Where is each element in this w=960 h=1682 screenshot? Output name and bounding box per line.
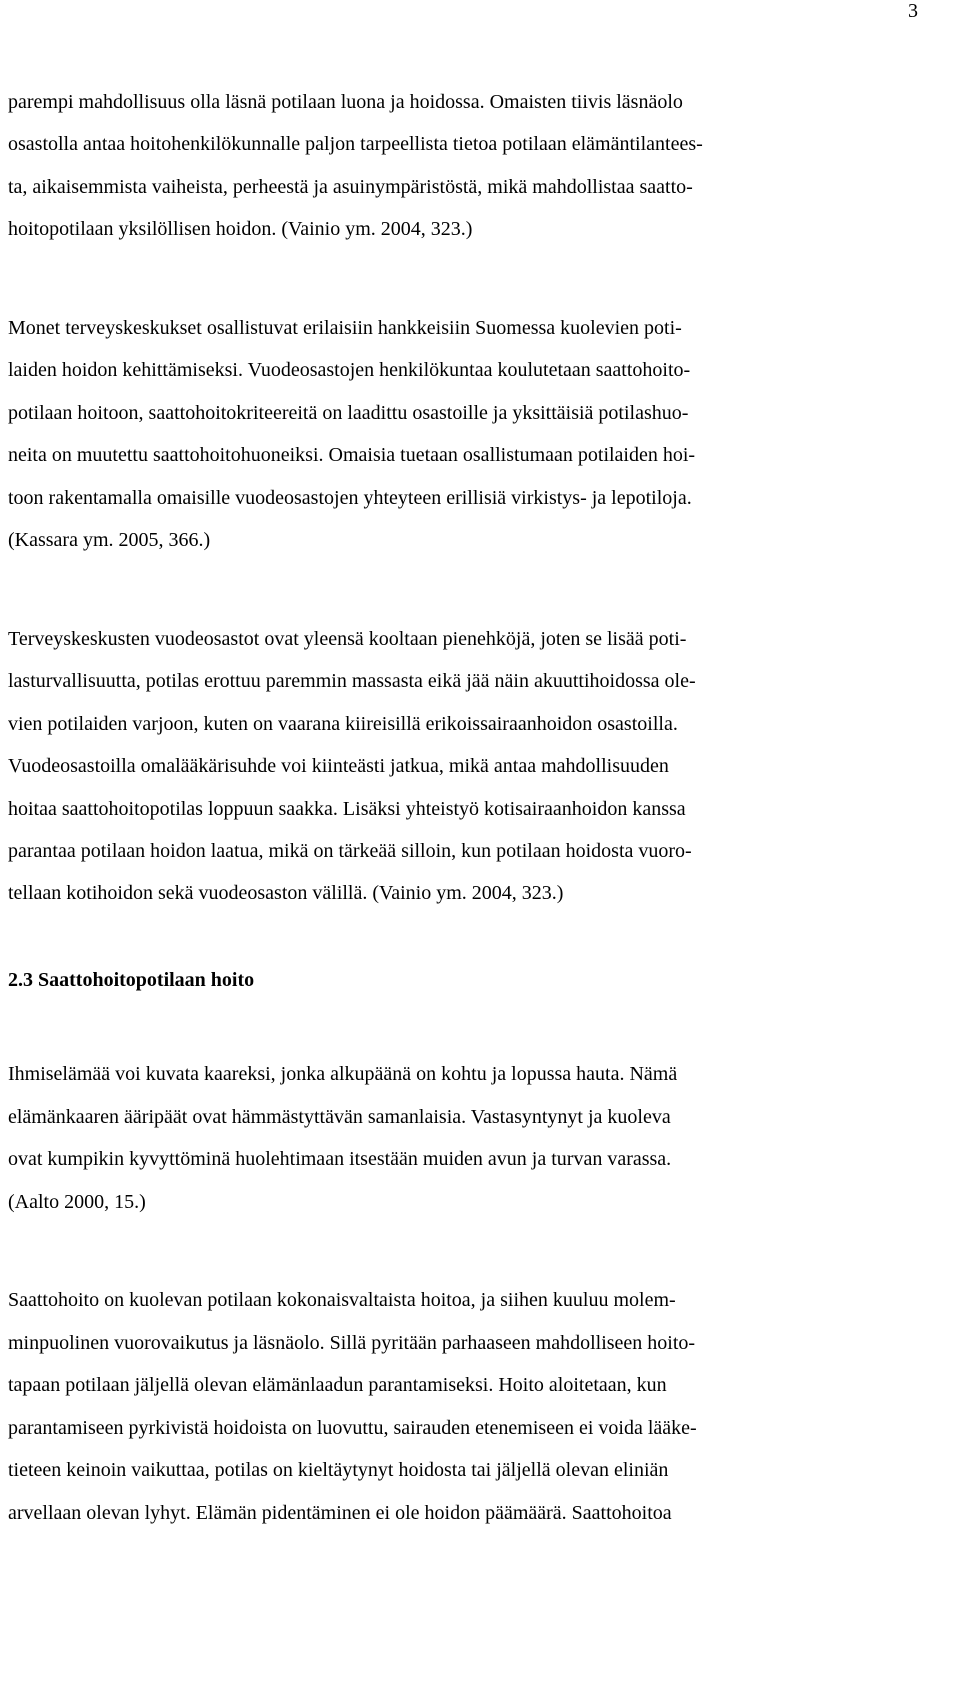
text-line: Terveyskeskusten vuodeosastot ovat yleensä kooltaan pienehköjä, joten se lisää poti- — [8, 628, 687, 650]
text-line: lasturvallisuutta, potilas erottuu paremmin massasta eikä jää näin akuuttihoidossa ole- — [8, 670, 696, 692]
text-line: neita on muutettu saattohoitohuoneiksi. Omaisia tuetaan osallistumaan potilaiden hoi- — [8, 444, 696, 466]
text-line: osastolla antaa hoitohenkilökunnalle paljon tarpeellista tietoa potilaan elämäntilantees- — [8, 133, 703, 155]
text-line: tapaan potilaan jäljellä olevan elämänlaadun parantamiseksi. Hoito aloitetaan, kun — [8, 1374, 667, 1396]
text-line: Monet terveyskeskukset osallistuvat erilaisiin hankkeisiin Suomessa kuolevien poti- — [8, 317, 682, 339]
page-number: 3 — [908, 0, 918, 22]
text-line: parantamiseen pyrkivistä hoidoista on luovuttu, sairauden etenemiseen ei voida lääke- — [8, 1417, 697, 1439]
text-line: tieteen keinoin vaikuttaa, potilas on kieltäytynyt hoidosta tai jäljellä olevan eliniän — [8, 1459, 669, 1481]
text-line: ta, aikaisemmista vaiheista, perheestä ja asuinympäristöstä, mikä mahdollistaa saatto- — [8, 176, 693, 198]
text-line: hoitaa saattohoitopotilas loppuun saakka. Lisäksi yhteistyö kotisairaanhoidon kanssa — [8, 798, 686, 820]
text-line: laiden hoidon kehittämiseksi. Vuodeosastojen henkilökuntaa koulutetaan saattohoito- — [8, 359, 691, 381]
text-line: ovat kumpikin kyvyttöminä huolehtimaan itsestään muiden avun ja turvan varassa. — [8, 1148, 672, 1170]
section-heading: 2.3 Saattohoitopotilaan hoito — [8, 969, 255, 991]
text-line: hoitopotilaan yksilöllisen hoidon. (Vainio ym. 2004, 323.) — [8, 218, 473, 240]
text-line: minpuolinen vuorovaikutus ja läsnäolo. Sillä pyritään parhaaseen mahdolliseen hoito- — [8, 1332, 696, 1354]
text-line: Saattohoito on kuolevan potilaan kokonaisvaltaista hoitoa, ja siihen kuuluu molem- — [8, 1289, 676, 1311]
text-line: (Aalto 2000, 15.) — [8, 1191, 146, 1213]
text-line: potilaan hoitoon, saattohoitokriteereitä on laadittu osastoille ja yksittäisiä potilashuo- — [8, 402, 689, 424]
text-line: arvellaan olevan lyhyt. Elämän pidentäminen ei ole hoidon päämäärä. Saattohoitoa — [8, 1502, 672, 1524]
text-line: Ihmiselämää voi kuvata kaareksi, jonka alkupäänä on kohtu ja lopussa hauta. Nämä — [8, 1063, 678, 1085]
text-line: vien potilaiden varjoon, kuten on vaarana kiireisillä erikoissairaanhoidon osastoilla. — [8, 713, 678, 735]
text-line: parempi mahdollisuus olla läsnä potilaan luona ja hoidossa. Omaisten tiivis läsnäolo — [8, 91, 683, 113]
text-line: elämänkaaren ääripäät ovat hämmästyttävän samanlaisia. Vastasyntynyt ja kuoleva — [8, 1106, 671, 1128]
text-line: (Kassara ym. 2005, 366.) — [8, 529, 211, 551]
text-line: Vuodeosastoilla omalääkärisuhde voi kiinteästi jatkua, mikä antaa mahdollisuuden — [8, 755, 669, 777]
text-line: tellaan kotihoidon sekä vuodeosaston välillä. (Vainio ym. 2004, 323.) — [8, 882, 564, 904]
text-line: toon rakentamalla omaisille vuodeosastojen yhteyteen erillisiä virkistys- ja lepotiloja. — [8, 487, 692, 509]
text-line: parantaa potilaan hoidon laatua, mikä on tärkeää silloin, kun potilaan hoidosta vuoro- — [8, 840, 692, 862]
